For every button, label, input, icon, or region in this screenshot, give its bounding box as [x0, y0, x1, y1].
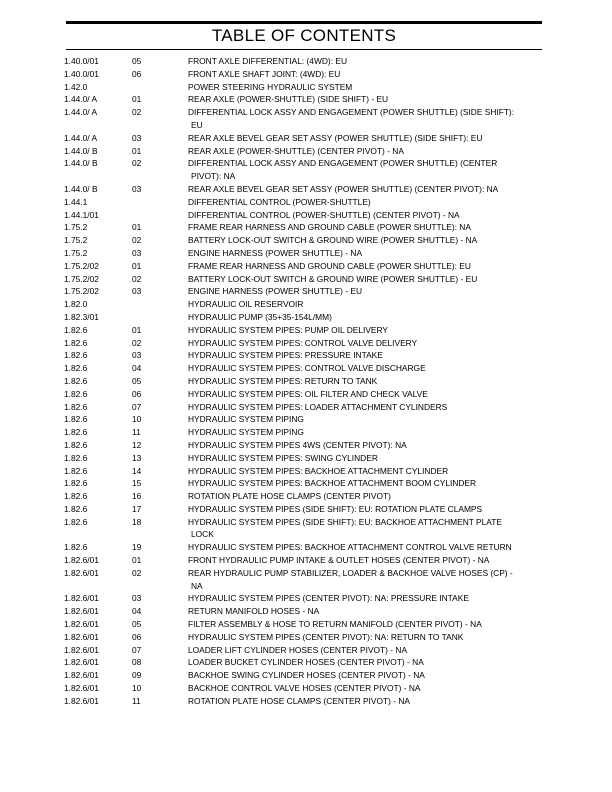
toc-section-number: 1.82.6/01: [64, 567, 99, 578]
toc-page-number: 14: [132, 465, 142, 476]
toc-entry[interactable]: [64, 618, 534, 631]
toc-section-number: 1.82.6: [64, 516, 88, 527]
toc-entry[interactable]: [64, 465, 534, 478]
toc-entry-title: HYDRAULIC SYSTEM PIPING: [188, 414, 304, 425]
toc-page-number: 05: [132, 375, 142, 386]
toc-section-number: 1.82.6/01: [64, 555, 99, 566]
toc-section-number: 1.82.6: [64, 350, 88, 361]
toc-section-number: 1.82.6: [64, 388, 88, 399]
toc-section-number: 1.75.2/02: [64, 273, 99, 284]
toc-page-number: 02: [132, 158, 142, 169]
toc-section-number: 1.40.0/01: [64, 68, 99, 79]
toc-page-number: 08: [132, 657, 142, 668]
toc-entry[interactable]: [64, 388, 534, 401]
toc-entry-title: BACKHOE SWING CYLINDER HOSES (CENTER PIVOT) - NA: [188, 670, 425, 681]
toc-entry[interactable]: [64, 592, 534, 605]
toc-section-number: 1.75.2/02: [64, 260, 99, 271]
toc-entry-title: HYDRAULIC PUMP (35+35-154L/MM): [188, 311, 332, 322]
title-bottom-rule: [66, 49, 542, 50]
toc-section-number: 1.82.6: [64, 363, 88, 374]
toc-entry-title: HYDRAULIC SYSTEM PIPES: BACKHOE ATTACHMENT CYLINDER: [188, 465, 449, 476]
toc-entry-title: HYDRAULIC SYSTEM PIPES: CONTROL VALVE DISCHARGE: [188, 363, 426, 374]
toc-page-number: 01: [132, 222, 142, 233]
toc-entry-title: BACKHOE CONTROL VALVE HOSES (CENTER PIVOT) - NA: [188, 683, 421, 694]
toc-page-number: 10: [132, 414, 142, 425]
toc-entry-title: LOADER BUCKET CYLINDER HOSES (CENTER PIVOT) - NA: [188, 657, 424, 668]
toc-entry[interactable]: [64, 631, 534, 644]
toc-page-number: 04: [132, 606, 142, 617]
toc-entry[interactable]: [64, 273, 534, 286]
toc-section-number: 1.82.6: [64, 337, 88, 348]
toc-page-number: 17: [132, 503, 142, 514]
title-top-rule: [66, 21, 542, 24]
toc-page-number: 11: [132, 695, 141, 706]
toc-entry[interactable]: [64, 426, 534, 439]
toc-section-number: 1.82.6: [64, 478, 88, 489]
toc-section-number: 1.82.6/01: [64, 644, 99, 655]
toc-entry-title: FRAME REAR HARNESS AND GROUND CABLE (POWER SHUTTLE): NA: [188, 222, 471, 233]
toc-entry[interactable]: [64, 298, 534, 311]
toc-entry-title-continued: NA: [191, 580, 203, 591]
toc-entry[interactable]: [64, 516, 534, 542]
toc-entry[interactable]: [64, 439, 534, 452]
toc-entry-title-continued: LOCK: [191, 529, 214, 540]
toc-page-number: 02: [132, 273, 142, 284]
toc-section-number: 1.82.6: [64, 401, 88, 412]
toc-entry[interactable]: [64, 247, 534, 260]
toc-page-number: 01: [132, 94, 142, 105]
toc-page-number: 06: [132, 631, 142, 642]
toc-section-number: 1.82.6: [64, 503, 88, 514]
toc-section-number: 1.75.2/02: [64, 286, 99, 297]
toc-section-number: 1.42.0: [64, 81, 88, 92]
toc-page-number: 09: [132, 670, 142, 681]
toc-page-number: 03: [132, 593, 142, 604]
toc-entry-title: HYDRAULIC SYSTEM PIPES: BACKHOE ATTACHMENT BOOM CYLINDER: [188, 478, 477, 489]
toc-section-number: 1.44.1: [64, 196, 88, 207]
toc-entry-title: POWER STEERING HYDRAULIC SYSTEM: [188, 81, 353, 92]
toc-list: [64, 55, 534, 708]
toc-section-number: 1.44.0/ B: [64, 145, 98, 156]
toc-entry[interactable]: [64, 68, 534, 81]
toc-page-number: 13: [132, 452, 142, 463]
toc-page-number: 03: [132, 286, 142, 297]
toc-entry[interactable]: [64, 362, 534, 375]
toc-entry-title: DIFFERENTIAL LOCK ASSY AND ENGAGEMENT (POWER SHUTTLE) (SIDE SHIFT):: [188, 107, 515, 118]
toc-section-number: 1.75.2: [64, 247, 88, 258]
toc-entry[interactable]: [64, 196, 534, 209]
toc-page-number: 02: [132, 567, 142, 578]
toc-section-number: 1.82.6/01: [64, 631, 99, 642]
toc-entry[interactable]: [64, 285, 534, 298]
toc-entry-title: HYDRAULIC SYSTEM PIPES: CONTROL VALVE DELIVERY: [188, 337, 418, 348]
toc-page-number: 05: [132, 56, 142, 66]
toc-entry-title: ENGINE HARNESS (POWER SHUTTLE) - NA: [188, 247, 363, 258]
toc-entry[interactable]: [64, 311, 534, 324]
toc-entry[interactable]: [64, 183, 534, 196]
toc-section-number: 1.82.6: [64, 452, 88, 463]
toc-entry-title: REAR HYDRAULIC PUMP STABILIZER, LOADER & BACKHOE VALVE HOSES (CP) -: [188, 567, 513, 578]
toc-section-number: 1.82.0: [64, 299, 88, 310]
toc-section-number: 1.75.2: [64, 235, 88, 246]
toc-entry-title: HYDRAULIC OIL RESERVOIR: [188, 299, 304, 310]
toc-entry[interactable]: [64, 260, 534, 273]
toc-entry[interactable]: [64, 477, 534, 490]
toc-page-number: 06: [132, 68, 142, 79]
toc-entry-title: HYDRAULIC SYSTEM PIPES: LOADER ATTACHMENT CYLINDERS: [188, 401, 448, 412]
toc-entry-title: HYDRAULIC SYSTEM PIPES 4WS (CENTER PIVOT): NA: [188, 439, 407, 450]
toc-section-number: 1.82.6: [64, 465, 88, 476]
toc-section-number: 1.44.0/ B: [64, 158, 98, 169]
toc-section-number: 1.82.6/01: [64, 619, 99, 630]
toc-entry[interactable]: [64, 401, 534, 414]
toc-entry[interactable]: [64, 221, 534, 234]
toc-section-number: 1.82.6/01: [64, 657, 99, 668]
toc-entry-title: LOADER LIFT CYLINDER HOSES (CENTER PIVOT) - NA: [188, 644, 408, 655]
toc-section-number: 1.82.6/01: [64, 695, 99, 706]
toc-entry-title: HYDRAULIC SYSTEM PIPES (CENTER PIVOT): NA: PRESSURE INTAKE: [188, 593, 469, 604]
toc-section-number: 1.82.6/01: [64, 670, 99, 681]
toc-page-number: 02: [132, 337, 142, 348]
toc-entry-title: HYDRAULIC SYSTEM PIPES: SWING CYLINDER: [188, 452, 378, 463]
toc-section-number: 1.82.6: [64, 324, 88, 335]
toc-entry-title: REAR AXLE BEVEL GEAR SET ASSY (POWER SHUTTLE) (SIDE SHIFT): EU: [188, 132, 483, 143]
toc-entry-title: HYDRAULIC SYSTEM PIPES: RETURN TO TANK: [188, 375, 378, 386]
toc-section-number: 1.82.3/01: [64, 311, 99, 322]
toc-page-number: 16: [132, 491, 142, 502]
toc-entry-title: BATTERY LOCK-OUT SWITCH & GROUND WIRE (POWER SHUTTLE) - EU: [188, 273, 478, 284]
toc-entry-title-continued: PIVOT): NA: [191, 171, 236, 182]
toc-entry[interactable]: [64, 81, 534, 94]
toc-entry-title: FRAME REAR HARNESS AND GROUND CABLE (POWER SHUTTLE): EU: [188, 260, 471, 271]
toc-page-number: 03: [132, 350, 142, 361]
toc-entry-title: REAR AXLE (POWER-SHUTTLE) (CENTER PIVOT) - NA: [188, 145, 404, 156]
toc-entry[interactable]: [64, 567, 534, 593]
toc-section-number: 1.82.6: [64, 375, 88, 386]
toc-entry[interactable]: [64, 656, 534, 669]
toc-section-number: 1.44.0/ A: [64, 94, 98, 105]
toc-page-number: 07: [132, 644, 142, 655]
toc-entry[interactable]: [64, 349, 534, 362]
toc-section-number: 1.40.0/01: [64, 56, 99, 66]
toc-entry[interactable]: [64, 669, 534, 682]
toc-entry-title: DIFFERENTIAL LOCK ASSY AND ENGAGEMENT (POWER SHUTTLE) (CENTER: [188, 158, 498, 169]
toc-section-number: 1.44.1/01: [64, 209, 99, 220]
toc-section-number: 1.82.6: [64, 427, 88, 438]
toc-entry-title: REAR AXLE BEVEL GEAR SET ASSY (POWER SHUTTLE) (CENTER PIVOT): NA: [188, 183, 499, 194]
toc-entry-title: HYDRAULIC SYSTEM PIPES: PRESSURE INTAKE: [188, 350, 383, 361]
toc-entry[interactable]: [64, 157, 534, 183]
toc-section-number: 1.82.6: [64, 542, 88, 553]
toc-page-number: 06: [132, 388, 142, 399]
toc-page-number: 02: [132, 235, 142, 246]
toc-section-number: 1.82.6: [64, 414, 88, 425]
toc-entry[interactable]: [64, 375, 534, 388]
toc-entry-title: HYDRAULIC SYSTEM PIPES: PUMP OIL DELIVERY: [188, 324, 388, 335]
toc-page-number: 01: [132, 145, 142, 156]
toc-section-number: 1.44.0/ A: [64, 132, 98, 143]
toc-page-number: 07: [132, 401, 142, 412]
toc-entry[interactable]: [64, 106, 534, 132]
toc-entry[interactable]: [64, 145, 534, 158]
toc-page-number: 02: [132, 107, 142, 118]
toc-entry[interactable]: [64, 682, 534, 695]
toc-entry[interactable]: [64, 695, 534, 708]
toc-entry[interactable]: [64, 541, 534, 554]
toc-entry[interactable]: [64, 93, 534, 106]
toc-page-number: 01: [132, 260, 142, 271]
toc-entry[interactable]: [64, 337, 534, 350]
toc-section-number: 1.82.6: [64, 439, 88, 450]
toc-page-number: 15: [132, 478, 142, 489]
toc-entry-title: ENGINE HARNESS (POWER SHUTTLE) - EU: [188, 286, 363, 297]
toc-entry-title: ROTATION PLATE HOSE CLAMPS (CENTER PIVOT): [188, 491, 391, 502]
toc-section-number: 1.44.0/ B: [64, 183, 98, 194]
toc-entry-title: FRONT HYDRAULIC PUMP INTAKE & OUTLET HOSES (CENTER PIVOT) - NA: [188, 555, 490, 566]
toc-section-number: 1.75.2: [64, 222, 88, 233]
toc-section-number: 1.82.6: [64, 491, 88, 502]
toc-page-number: 01: [132, 555, 142, 566]
toc-entry-title: FILTER ASSEMBLY & HOSE TO RETURN MANIFOLD (CENTER PIVOT) - NA: [188, 619, 482, 630]
toc-entry-title: HYDRAULIC SYSTEM PIPING: [188, 427, 304, 438]
toc-entry[interactable]: [64, 413, 534, 426]
toc-entry-title: HYDRAULIC SYSTEM PIPES (SIDE SHIFT): EU: BACKHOE ATTACHMENT PLATE: [188, 516, 502, 527]
toc-page-number: 04: [132, 363, 142, 374]
toc-section-number: 1.82.6/01: [64, 683, 99, 694]
toc-page-number: 03: [132, 247, 142, 258]
toc-page-number: 03: [132, 132, 142, 143]
toc-page-number: 10: [132, 683, 142, 694]
toc-section-number: 1.82.6/01: [64, 593, 99, 604]
toc-entry-title: DIFFERENTIAL CONTROL (POWER-SHUTTLE) (CENTER PIVOT) - NA: [188, 209, 460, 220]
toc-entry-title: HYDRAULIC SYSTEM PIPES (CENTER PIVOT): NA: RETURN TO TANK: [188, 631, 464, 642]
toc-entry[interactable]: [64, 132, 534, 145]
toc-page-number: 05: [132, 619, 142, 630]
toc-page-number: 18: [132, 516, 142, 527]
toc-entry[interactable]: [64, 234, 534, 247]
toc-section-number: 1.44.0/ A: [64, 107, 98, 118]
toc-entry-title: FRONT AXLE SHAFT JOINT: (4WD): EU: [188, 68, 341, 79]
toc-entry[interactable]: [64, 55, 534, 68]
toc-entry[interactable]: [64, 209, 534, 222]
toc-entry-title: HYDRAULIC SYSTEM PIPES: OIL FILTER AND CHECK VALVE: [188, 388, 428, 399]
toc-entry[interactable]: [64, 452, 534, 465]
toc-entry-title: RETURN MANIFOLD HOSES - NA: [188, 606, 320, 617]
toc-entry[interactable]: [64, 324, 534, 337]
toc-page-number: 01: [132, 324, 142, 335]
toc-section-number: 1.82.6/01: [64, 606, 99, 617]
toc-entry[interactable]: [64, 554, 534, 567]
page-title: TABLE OF CONTENTS: [211, 26, 397, 45]
toc-page-number: 19: [132, 542, 142, 553]
toc-entry-title-continued: EU: [191, 119, 203, 130]
toc-entry-title: ROTATION PLATE HOSE CLAMPS (CENTER PIVOT) - NA: [188, 695, 410, 706]
toc-entry-title: FRONT AXLE DIFFERENTIAL: (4WD): EU: [188, 56, 347, 66]
toc-entry-title: HYDRAULIC SYSTEM PIPES: BACKHOE ATTACHMENT CONTROL VALVE RETURN: [188, 542, 512, 553]
toc-entry-title: DIFFERENTIAL CONTROL (POWER-SHUTTLE): [188, 196, 371, 207]
toc-entry-title: REAR AXLE (POWER-SHUTTLE) (SIDE SHIFT) - EU: [188, 94, 389, 105]
toc-entry-title: HYDRAULIC SYSTEM PIPES (SIDE SHIFT): EU: ROTATION PLATE CLAMPS: [188, 503, 483, 514]
toc-page-number: 03: [132, 183, 142, 194]
toc-entry[interactable]: [64, 605, 534, 618]
toc-entry[interactable]: [64, 644, 534, 657]
toc-entry[interactable]: [64, 490, 534, 503]
toc-entry-title: BATTERY LOCK-OUT SWITCH & GROUND WIRE (POWER SHUTTLE) - NA: [188, 235, 478, 246]
toc-entry[interactable]: [64, 503, 534, 516]
toc-page-number: 11: [132, 427, 141, 438]
toc-page-number: 12: [132, 439, 142, 450]
